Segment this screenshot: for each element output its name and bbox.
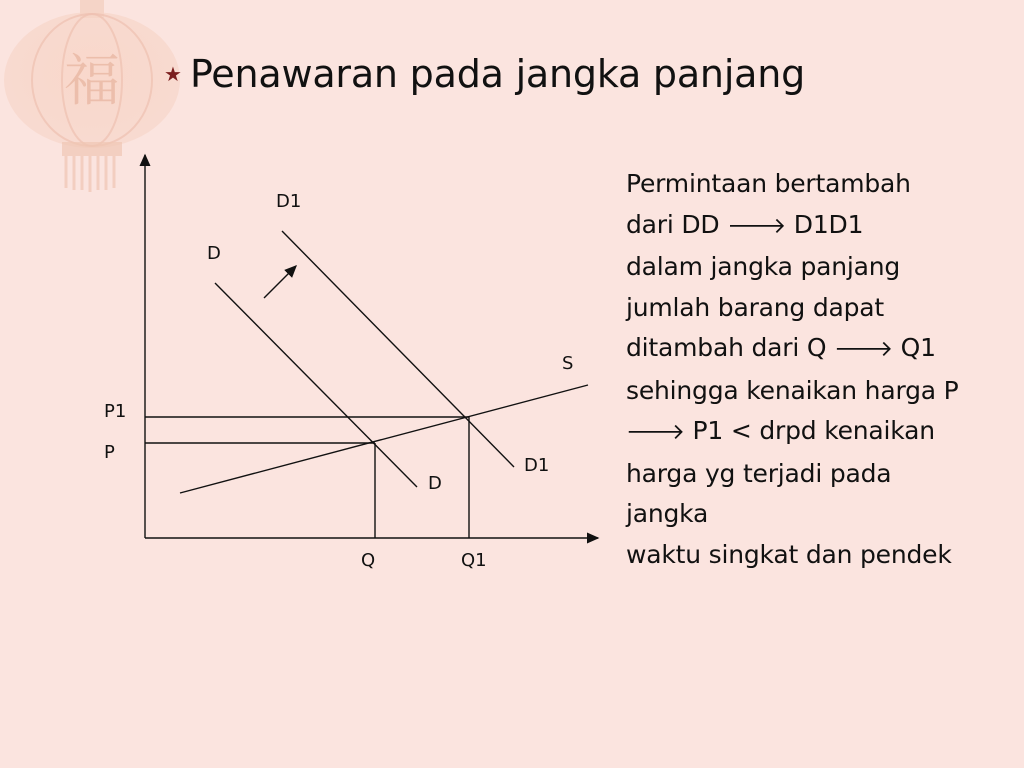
right-arrow-icon: 🡒: [834, 337, 893, 362]
slide-title: Penawaran pada jangka panjang: [189, 52, 806, 96]
explanation-line: ditambah dari Q 🡒 Q1: [626, 333, 936, 362]
demand-curve-d1: [282, 231, 514, 467]
label-d1-bottom: D1: [524, 455, 550, 476]
supply-curve-s: [180, 385, 588, 493]
explanation-text: [626, 164, 1016, 575]
explanation-line: sehingga kenaikan harga P: [626, 375, 959, 405]
label-d1-top: D1: [276, 191, 302, 212]
explanation-line: harga yg terjadi pada: [626, 458, 892, 488]
label-p1: P1: [104, 401, 127, 422]
shift-arrow-icon: [264, 266, 296, 298]
right-arrow-icon: 🡒: [727, 213, 787, 239]
label-d-top: D: [207, 243, 221, 264]
explanation-line: waktu singkat dan pendek: [626, 539, 952, 569]
explanation-line: jangka: [626, 499, 709, 528]
explanation-line: 🡒 P1 < drpd kenaikan: [626, 416, 935, 445]
svg-text:福: 福: [64, 49, 120, 114]
label-d-bottom: D: [428, 473, 442, 494]
explanation-line: Permintaan bertambah: [626, 169, 911, 198]
label-p: P: [104, 442, 115, 463]
explanation-line: dari DD 🡒 D1D1: [626, 209, 864, 239]
explanation-line: jumlah barang dapat: [626, 292, 885, 322]
right-arrow-icon: 🡒: [626, 420, 685, 445]
label-q1: Q1: [461, 550, 487, 571]
label-s: S: [562, 353, 574, 374]
label-q: Q: [361, 550, 376, 571]
explanation-line: dalam jangka panjang: [626, 252, 901, 281]
star-bullet-icon: ★: [164, 62, 182, 86]
